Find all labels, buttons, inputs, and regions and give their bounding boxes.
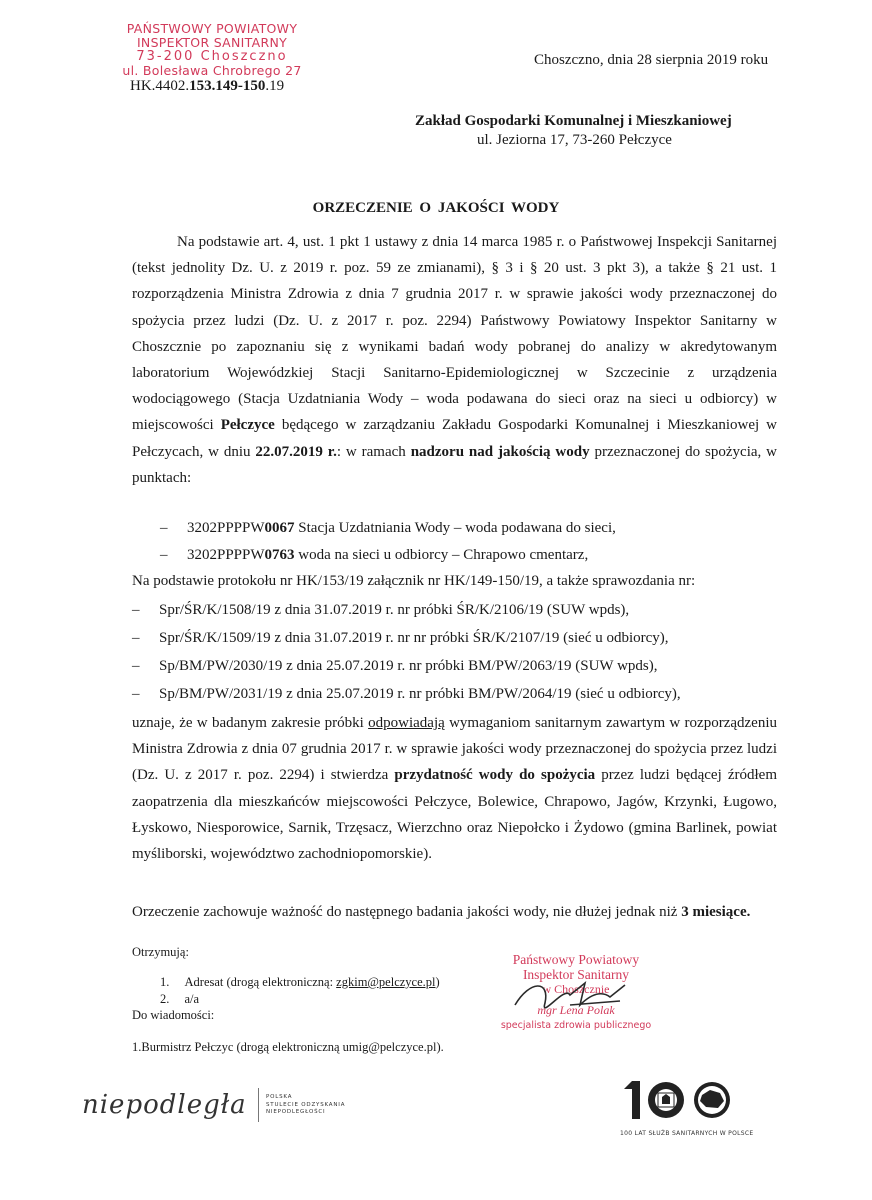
reference-bold: 153.149-150 bbox=[189, 78, 266, 94]
list-item bbox=[160, 975, 440, 990]
validity-note bbox=[132, 904, 750, 921]
centenary-100-icon bbox=[620, 1075, 770, 1125]
list-item bbox=[132, 630, 772, 656]
cc-label: Do wiadomości: bbox=[132, 1008, 215, 1022]
stamp-line: Inspektor Sanitarny bbox=[522, 967, 630, 982]
point-text: woda na sieci u odbiorcy – Chrapowo cmentarz, bbox=[294, 547, 589, 563]
report-text: Sp/BM/PW/2030/19 z dnia 25.07.2019 r. nr próbki BM/PW/2063/19 (SUW wpds), bbox=[159, 658, 658, 674]
item-number: 2. bbox=[160, 992, 170, 1006]
document-title: ORZECZENIE O JAKOŚCI WODY bbox=[312, 200, 560, 216]
report-text: Spr/ŚR/K/1508/19 z dnia 31.07.2019 r. nr próbki ŚR/K/2106/19 (SUW wpds), bbox=[159, 602, 630, 618]
text-span: uznaje, że w badanym zakresie próbki bbox=[132, 715, 369, 731]
reference-number bbox=[130, 78, 284, 95]
divider bbox=[258, 1088, 259, 1122]
independence-caption bbox=[266, 1094, 345, 1117]
point-text: Stacja Uzdatniania Wody – woda podawana do sieci, bbox=[294, 520, 616, 536]
stamp-line: ul. Bolesława Chrobrego 27 bbox=[122, 63, 302, 78]
underlined-word: odpowiadają bbox=[368, 715, 445, 731]
text-span: a/a bbox=[184, 992, 200, 1006]
protocol-line: Na podstawie protokołu nr HK/153/19 załącznik nr HK/149-150/19, a także sprawozdania nr: bbox=[132, 573, 696, 589]
code-bold: 0763 bbox=[264, 547, 295, 563]
text-span: : w ramach bbox=[336, 443, 411, 460]
list-item bbox=[132, 658, 772, 684]
list-item bbox=[160, 547, 760, 573]
text-span: wymaganiom sanitarnym zawartym w rozporządzeniu Ministra Zdrowia z dnia 07 grudnia 2017 r. w sprawie jakości wody przeznaczonej do spożycia przez ludzi (Dz. U. z 2017 r. poz. 2294) i stwierdza bbox=[132, 715, 777, 784]
text-span: będącego w zarządzaniu Zakładu Gospodarki Komunalnej i Mieszkaniowej w Pełczycach, w dniu bbox=[132, 417, 778, 460]
dash: – bbox=[160, 520, 168, 536]
reference-suffix: .19 bbox=[265, 78, 285, 94]
dash: – bbox=[160, 547, 168, 563]
dash: – bbox=[132, 686, 140, 702]
dash: – bbox=[132, 658, 140, 674]
recipient-address: ul. Jeziorna 17, 73-260 Pełczyce bbox=[477, 132, 672, 148]
text-span: Orzeczenie zachowuje ważność do następnego badania jakości wody, nie dłużej jednak niż bbox=[132, 904, 682, 920]
report-text: Spr/ŚR/K/1509/19 z dnia 31.07.2019 r. nr nr próbki ŚR/K/2107/19 (sieć u odbiorcy), bbox=[159, 630, 669, 646]
text-span: ) bbox=[435, 975, 440, 989]
text-span: Na podstawie art. 4, ust. 1 pkt 1 ustawy z dnia 14 marca 1985 r. o Państwowej Inspekcji Sanitarnej (tekst jednolity Dz. U. z 2019 r. poz. 59 ze zmianami), § 3 i § 20 ust. 3 pkt 3), a także § 21 ust. 1 rozporządzenia Ministra Zdrowia z dnia 7 grudnia 2017 r. w sprawie jakości wody przeznaczonej do spożycia przez ludzi (Dz. U. z 2017 r. poz. 2294) Państwowy Powiatowy Inspektor Sanitarny w Choszcznie po zapoznaniu się z wynikami badań wody pobranej do analizy w akredytowanym laboratorium Wojewódzkiej Stacji Sanitarno-Epidemiologicznej w Szczecinie z urządzenia wodociągowego (Stacja Uzdatniania Wody – woda podawana do sieci oraz na sieci u odbiorcy) w miejscowości bbox=[132, 234, 777, 434]
centenary-logo bbox=[620, 1075, 770, 1137]
list-item-text bbox=[187, 547, 588, 564]
inspector-stamp-top bbox=[112, 22, 312, 78]
paragraph-legal-basis bbox=[132, 229, 777, 491]
recipient-name: Zakład Gospodarki Komunalnej i Mieszkaniowej bbox=[415, 113, 732, 129]
paragraph-decision bbox=[132, 710, 777, 867]
list-item bbox=[132, 602, 772, 628]
centenary-caption: 100 LAT SŁUŻB SANITARNYCH W POLSCE bbox=[620, 1130, 754, 1137]
dash: – bbox=[132, 630, 140, 646]
stamp-line: Państwowy Powiatowy bbox=[512, 952, 640, 967]
list-item bbox=[160, 520, 760, 546]
sample-date: 22.07.2019 r. bbox=[255, 443, 337, 460]
dash: – bbox=[132, 602, 140, 618]
cc-item: 1.Burmistrz Pełczyc (drogą elektroniczną umig@pelczyce.pl). bbox=[132, 1040, 444, 1054]
stamp-line: specjalista zdrowia publicznego bbox=[500, 1020, 652, 1031]
item-number: 1. bbox=[160, 975, 170, 989]
text-span: przez ludzi będącej źródłem zaopatrzenia dla mieszkańców miejscowości Pełczyce, Bolewice, Chrapowo, Jagów, Krzynki, Ługowo, Łyskowo, Niesporowice, Sarnik, Trzęsacz, Wierzchno oraz Niepołcko i Żydowo (gmina Barlinek, powiat myśliborski, województwo zachodniopomorskie). bbox=[132, 767, 778, 863]
stamp-line: INSPEKTOR SANITARNY bbox=[136, 35, 288, 50]
caption-line: NIEPODLEGŁOŚCI bbox=[266, 1109, 326, 1115]
receive-label: Otrzymują: bbox=[132, 945, 189, 959]
logo-script: niepodległa bbox=[82, 1090, 247, 1120]
list-item-text bbox=[187, 520, 616, 537]
caption-line: STULECIE ODZYSKANIA bbox=[266, 1101, 346, 1108]
stamp-line: 73-200 Choszczno bbox=[136, 49, 288, 64]
list-item bbox=[160, 992, 199, 1007]
bold-phrase: przydatność wody do spożycia bbox=[394, 767, 596, 784]
stamp-line: w Choszcznie bbox=[542, 982, 610, 996]
bold-phrase: nadzoru nad jakością wody bbox=[410, 443, 590, 460]
text-span: przeznaczonej do spożycia, w punktach: bbox=[132, 443, 778, 486]
code-bold: 0067 bbox=[264, 520, 295, 536]
stamp-line: mgr Lena Polak bbox=[537, 1003, 615, 1017]
code-prefix: 3202PPPPW bbox=[187, 520, 265, 536]
list-item bbox=[132, 686, 772, 712]
report-text: Sp/BM/PW/2031/19 z dnia 25.07.2019 r. nr próbki BM/PW/2064/19 (sieć u odbiorcy), bbox=[159, 686, 681, 702]
place-name: Pełczyce bbox=[220, 417, 275, 434]
reference-prefix: HK.4402. bbox=[130, 78, 190, 94]
caption-line: POLSKA bbox=[266, 1094, 293, 1100]
place-date: Choszczno, dnia 28 sierpnia 2019 roku bbox=[534, 52, 769, 68]
code-prefix: 3202PPPPW bbox=[187, 547, 265, 563]
handwritten-signature bbox=[510, 975, 640, 1025]
stamp-line: PAŃSTWOWY POWIATOWY bbox=[126, 21, 298, 36]
recipient-block bbox=[415, 112, 732, 150]
independence-logo bbox=[82, 1090, 247, 1120]
text-span: Adresat (drogą elektroniczną: bbox=[184, 975, 337, 989]
email-link[interactable]: zgkim@pelczyce.pl bbox=[336, 975, 436, 989]
validity-period: 3 miesiące. bbox=[681, 904, 751, 920]
